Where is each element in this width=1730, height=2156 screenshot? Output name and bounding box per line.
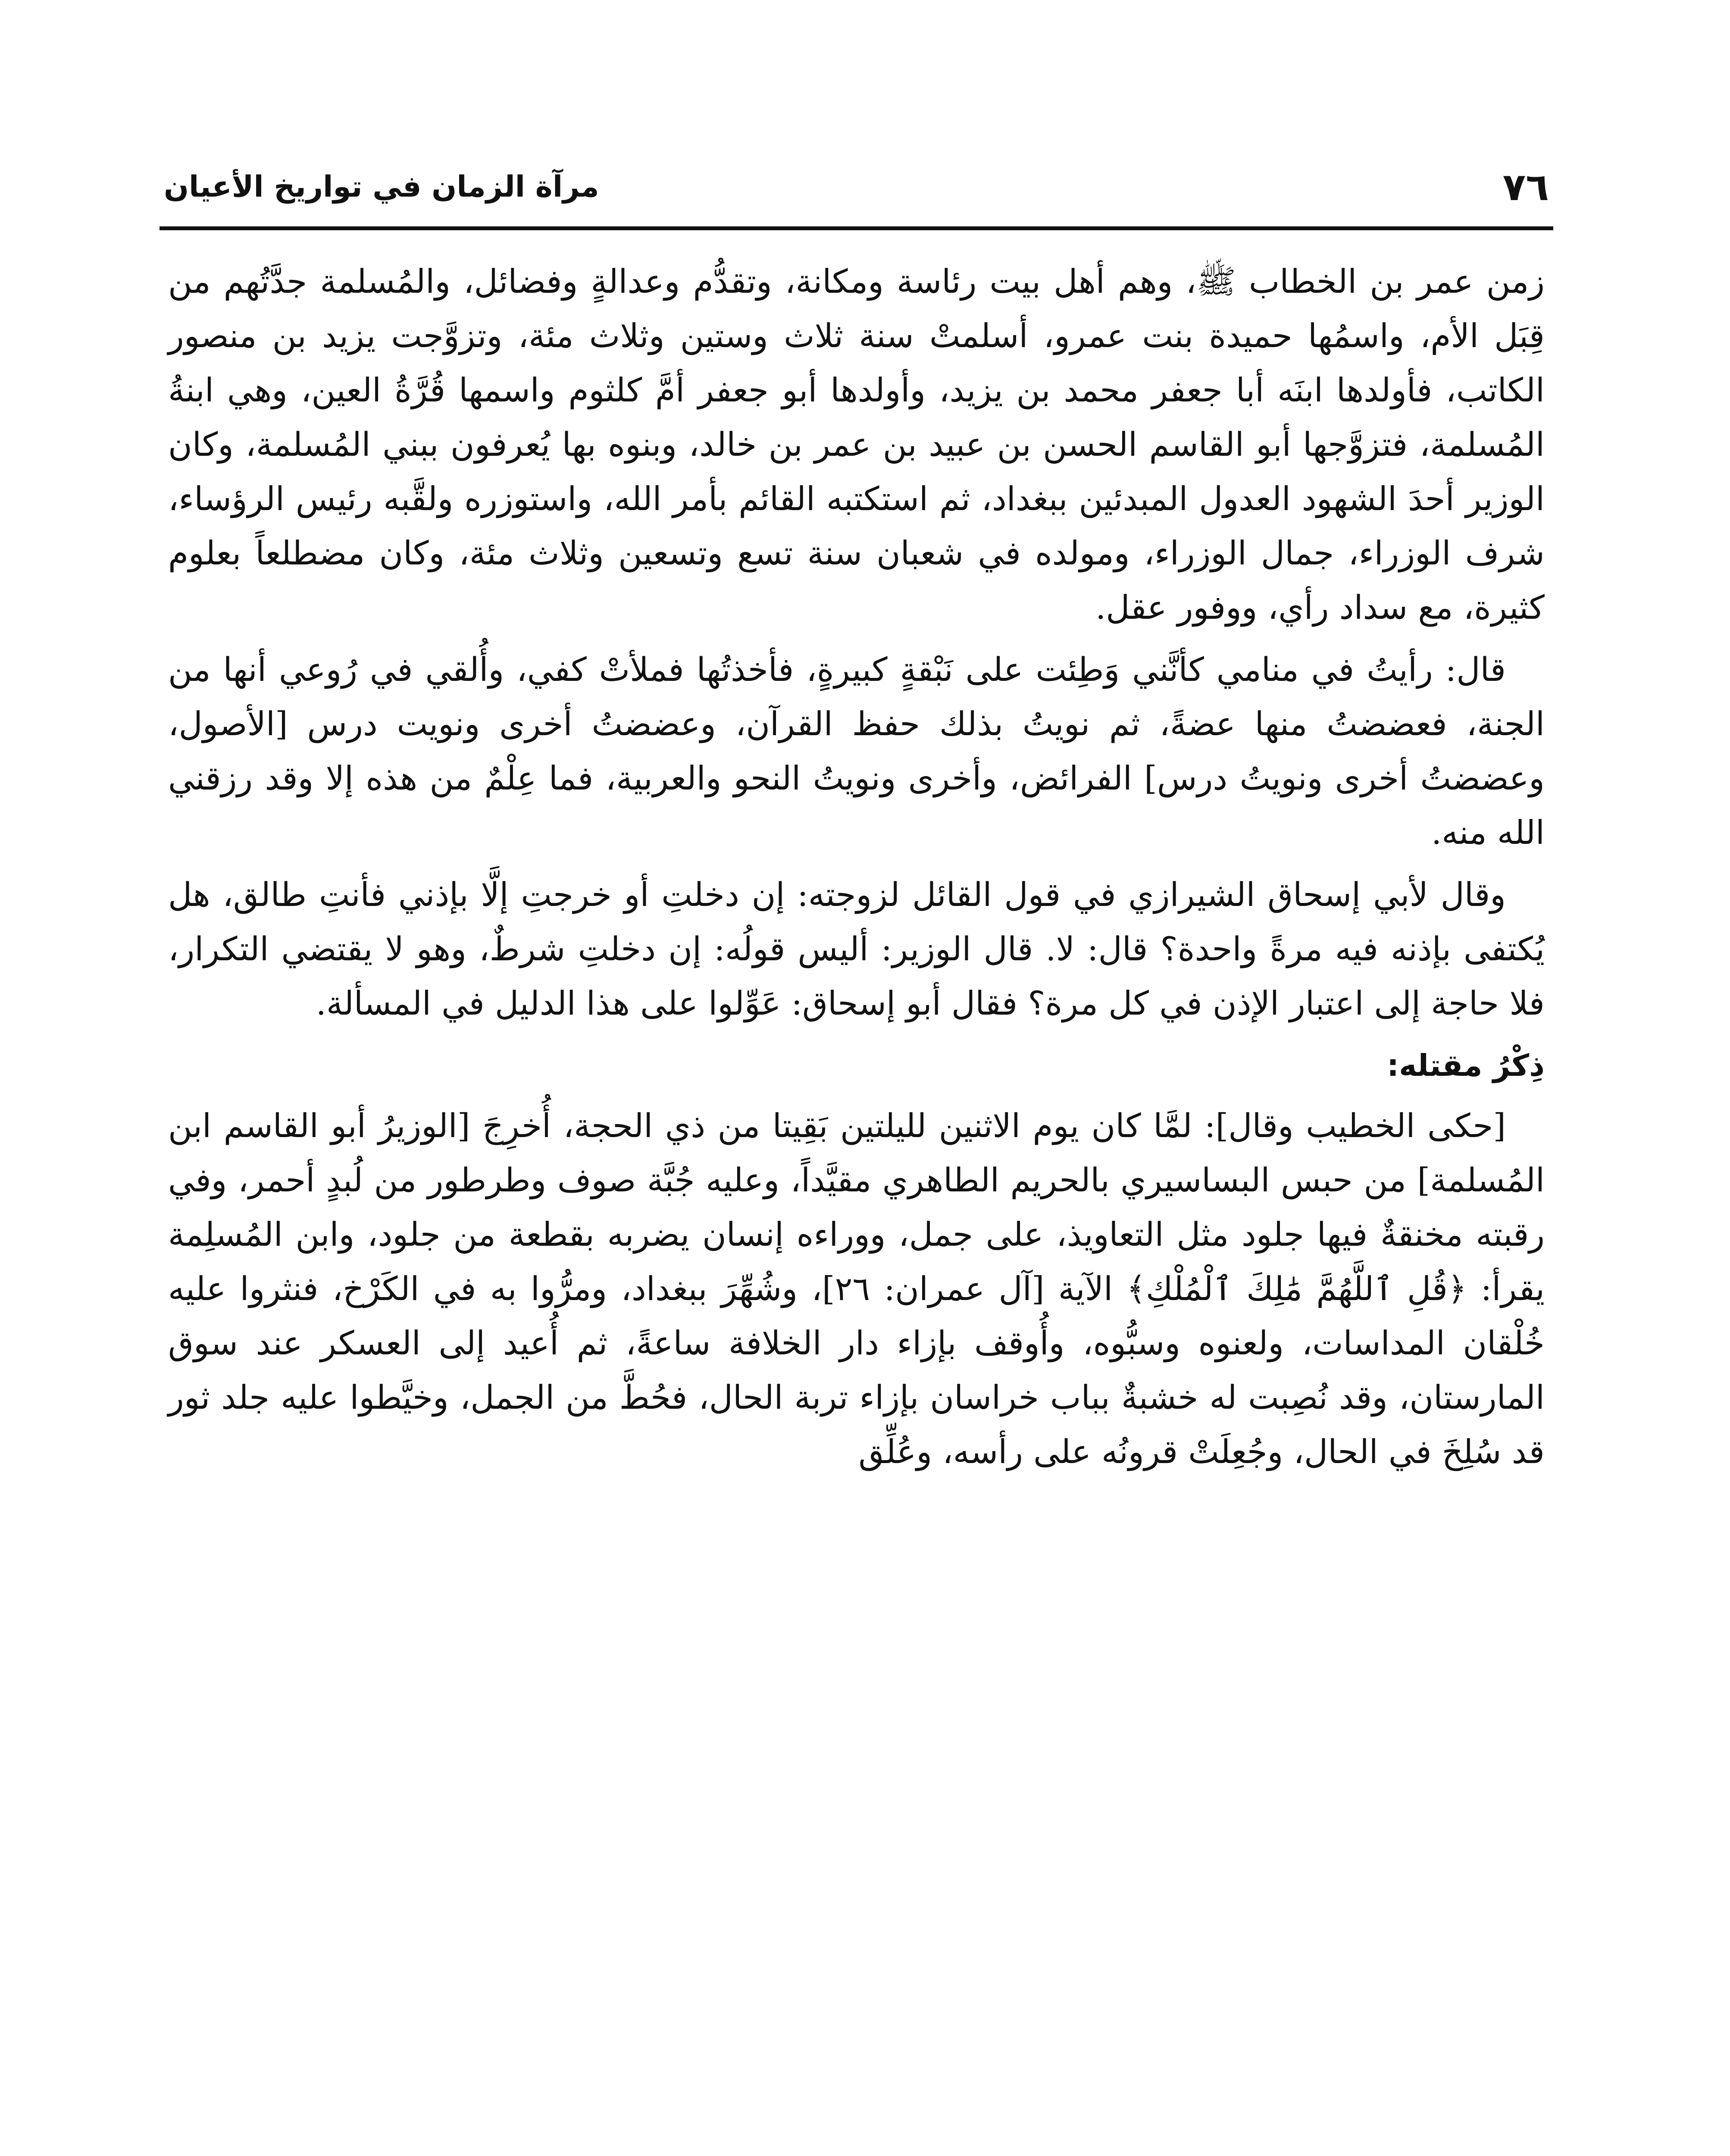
running-title: مرآة الزمان في تواريخ الأعيان <box>164 170 599 204</box>
header-rule <box>160 226 1553 230</box>
paragraph-1: زمن عمر بن الخطاب ﷺ، وهم أهل بيت رئاسة ومكانة، وتقدُّم وعدالةٍ وفضائل، والمُسلمة جدَّتُهم من قِبَل الأم، واسمُها حميدة بنت عمرو، أسلمتْ سنة ثلاث وستين وثلاث مئة، وتزوَّجت يزيد بن منصور الكاتب، فأولدها ابنَه أبا جعفر محمد بن يزيد، وأولدها أبو جعفر أمَّ كلثوم واسمها قُرَّةُ العين، وهي ابنةُ المُسلمة، فتزوَّجها أبو القاسم الحسن بن عبيد بن عمر بن خالد، وبنوه بها يُعرفون ببني المُسلمة، وكان الوزير أحدَ الشهود العدول المبدئين ببغداد، ثم استكتبه القائم بأمر الله، واستوزره ولقَّبه رئيس الرؤساء، شرف الوزراء، جمال الوزراء، ومولده في شعبان سنة تسع وتسعين وثلاث مئة، وكان مضطلعاً بعلوم كثيرة، مع سداد رأي، ووفور عقل. <box>168 262 1545 627</box>
section-paragraph: [حكى الخطيب وقال]: لمَّا كان يوم الاثنين لليلتين بَقِيتا من ذي الحجة، أُخرِجَ [الوزيرُ أبو القاسم ابن المُسلمة] من حبس البساسيري بالحريم الطاهري مقيَّداً، وعليه جُبَّة صوف وطرطور من لُبدٍ أحمر، وفي رقبته مخنقةٌ فيها جلود مثل التعاويذ، على جمل، ووراءه إنسان يضربه بقطعة من جلود، وابن المُسلِمة يقرأ: ﴿قُلِ ٱللَّهُمَّ مَٰلِكَ ٱلْمُلْكِ﴾ الآية [آل عمران: ٢٦]، وشُهِّرَ ببغداد، ومرُّوا به في الكَرْخ، فنثروا عليه خُلْقان المداسات، ولعنوه وسبُّوه، وأُوقف بإزاء دار الخلافة ساعةً، ثم أُعيد إلى العسكر عند سوق المارستان، وقد نُصِبت له خشبةٌ بباب خراسان بإزاء تربة الحال، فحُطَّ من الجمل، وخيَّطوا عليه جلد ثور قد سُلِخَ في الحال، وجُعِلَتْ قرونُه على رأسه، وعُلِّق <box>168 1106 1545 1471</box>
page-body <box>168 254 1545 2156</box>
page-header <box>164 164 1549 224</box>
section-heading: ذِكْرُ مقتله: <box>1387 1048 1545 1083</box>
paragraph-3: وقال لأبي إسحاق الشيرازي في قول القائل لزوجته: إن دخلتِ أو خرجتِ إلَّا بإذني فأنتِ طالق، هل يُكتفى بإذنه فيه مرةً واحدة؟ قال: لا. قال الوزير: أليس قولُه: إن دخلتِ شرطٌ، وهو لا يقتضي التكرار، فلا حاجة إلى اعتبار الإذن في كل مرة؟ فقال أبو إسحاق: عَوِّلوا على هذا الدليل في المسألة. <box>168 875 1545 1022</box>
paragraph-2: قال: رأيتُ في منامي كأنَّني وَطِئت على نَبْقةٍ كبيرةٍ، فأخذتُها فملأتْ كفي، وأُلقي في رُوعي أنها من الجنة، فعضضتُ منها عضةً، ثم نويتُ بذلك حفظ القرآن، وعضضتُ أخرى ونويت درس [الأصول، وعضضتُ أخرى ونويتُ درس] الفرائض، وأخرى ونويتُ النحو والعربية، فما عِلْمٌ من هذه إلا وقد رزقني الله منه. <box>168 650 1545 852</box>
page-number: ٧٦ <box>1502 165 1549 209</box>
